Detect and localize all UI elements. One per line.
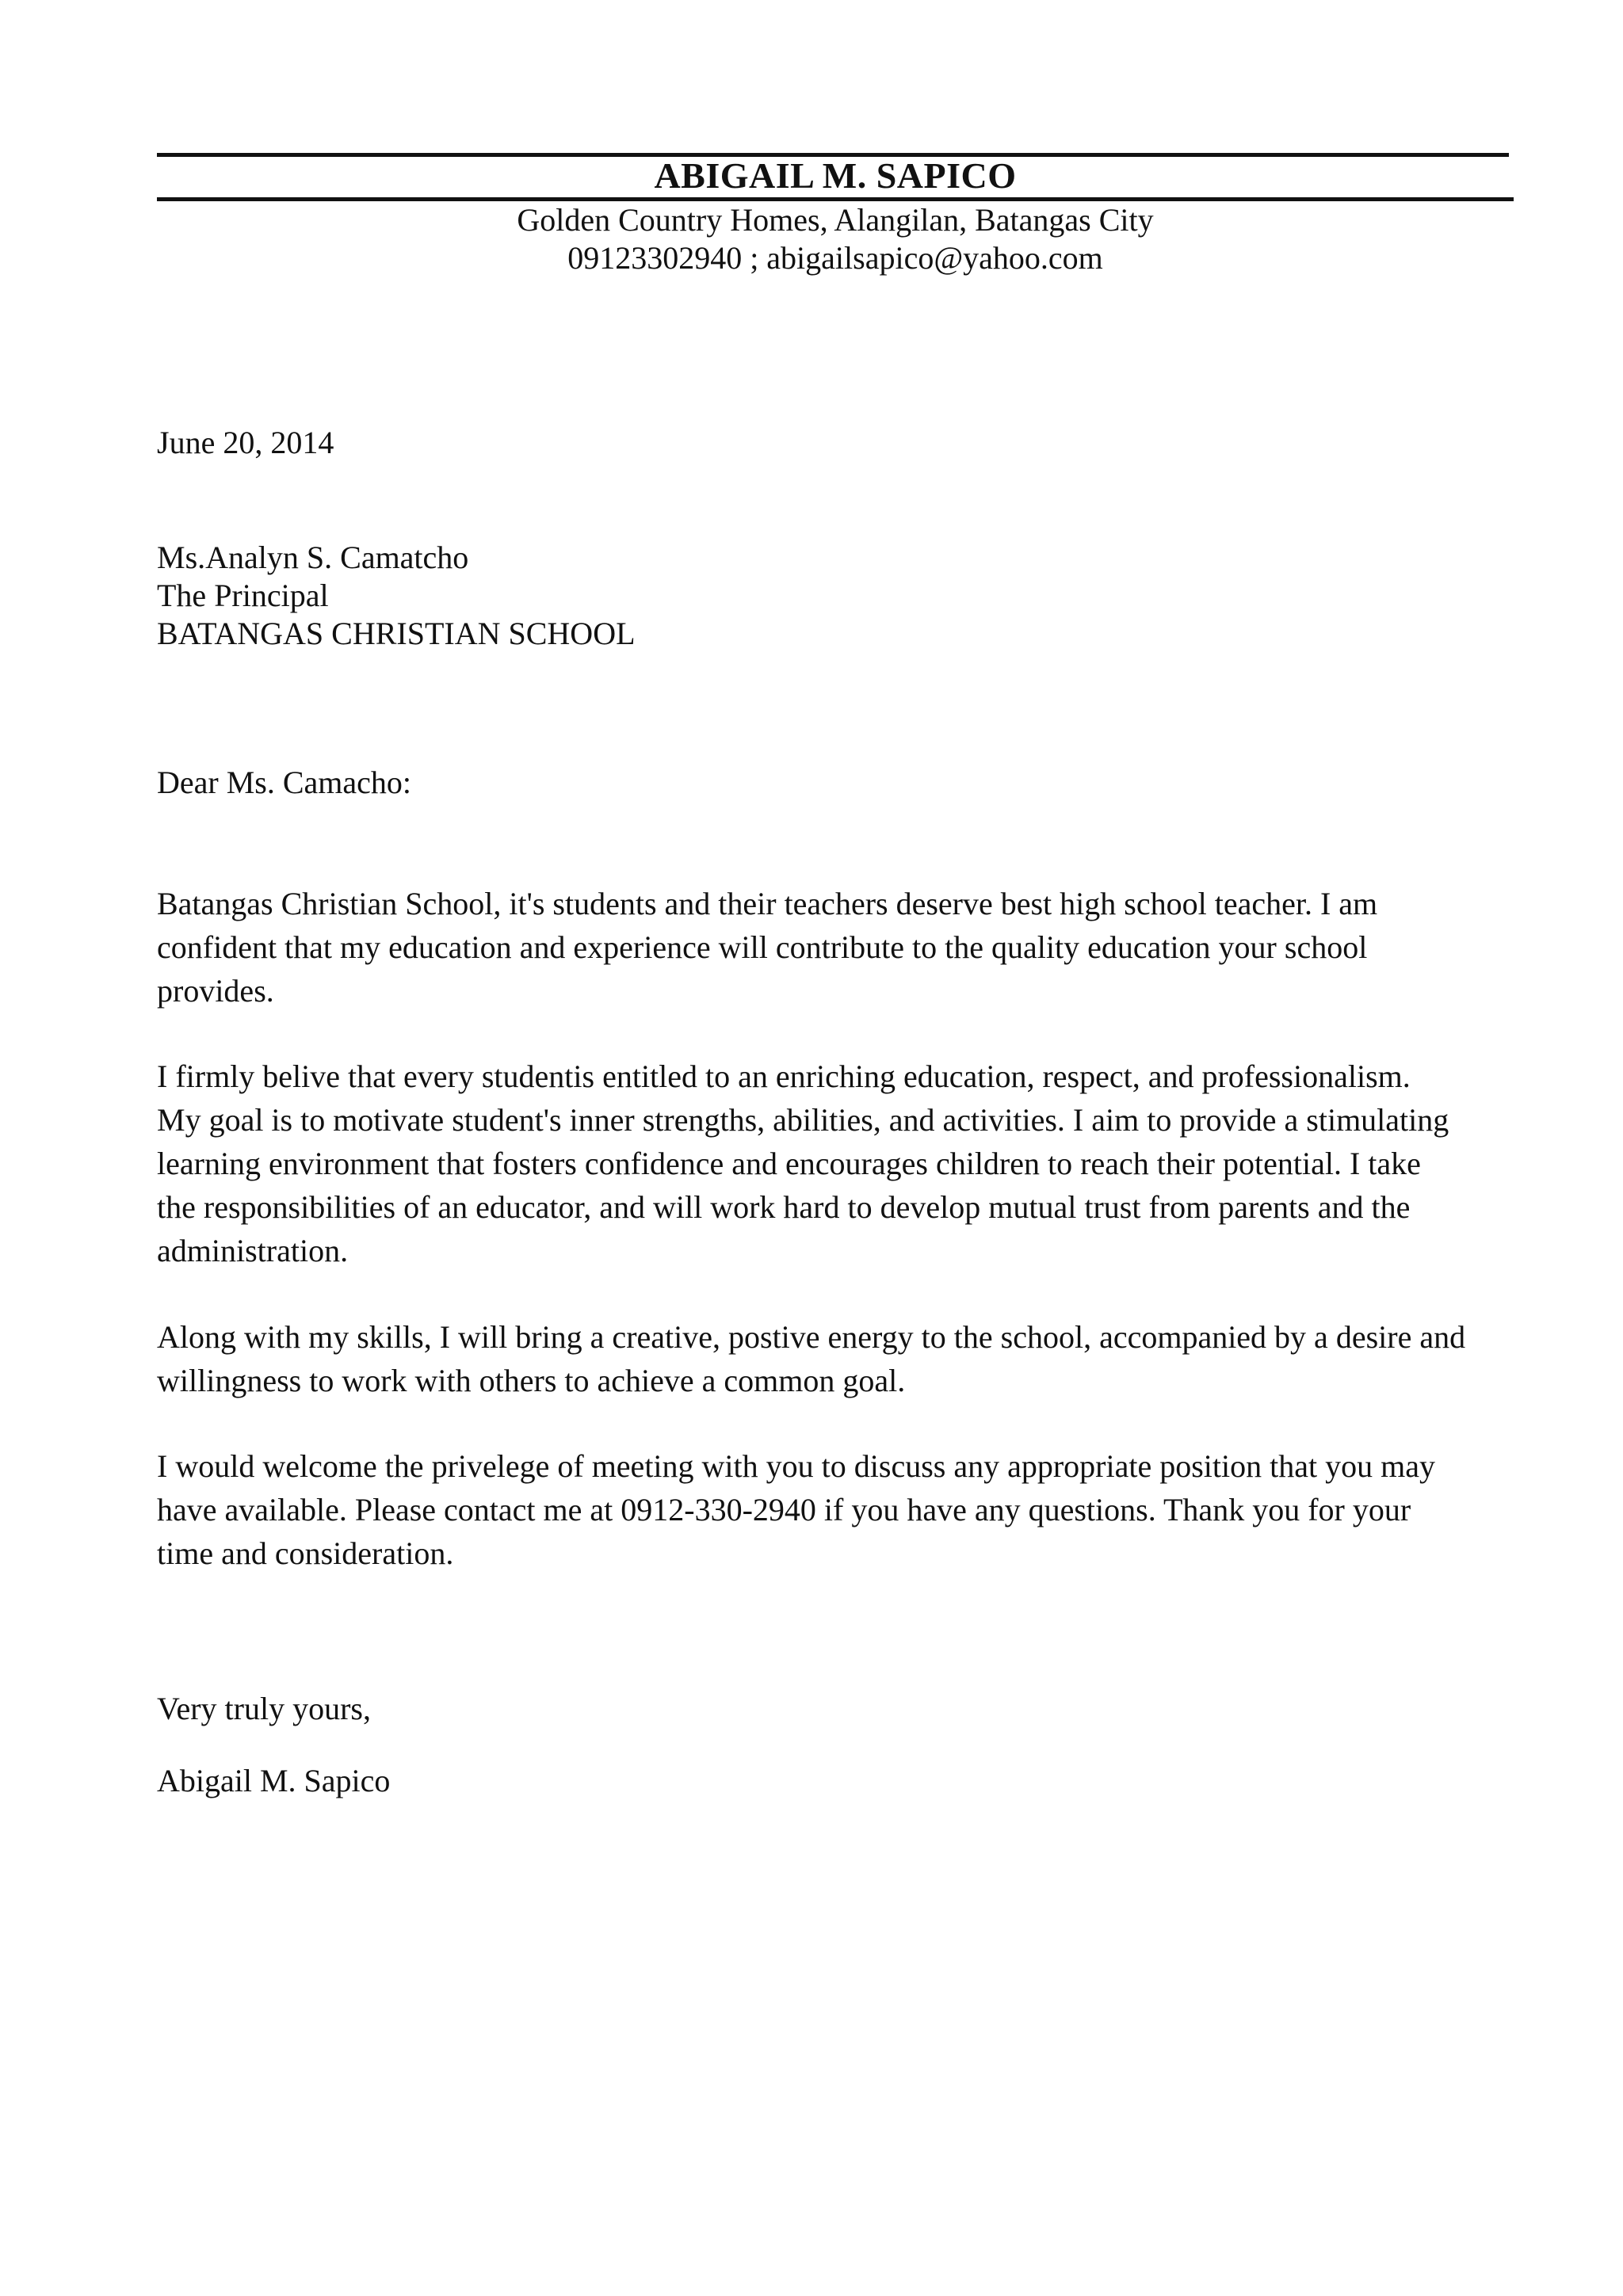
recipient-name: Ms.Analyn S. Camatcho: [157, 540, 469, 575]
letter-date: June 20, 2014: [157, 425, 334, 460]
sender-name: ABIGAIL M. SAPICO: [654, 155, 1017, 196]
closing: Very truly yours,: [157, 1691, 371, 1726]
recipient-school: BATANGAS CHRISTIAN SCHOOL: [157, 616, 636, 651]
paragraph-line: Batangas Christian School, it's students and their teachers deserve best high school teacher. I am: [157, 886, 1378, 921]
paragraph-line: confident that my education and experience will contribute to the quality education your school: [157, 929, 1368, 965]
recipient-title: The Principal: [157, 578, 329, 613]
body-paragraph-4: [157, 1444, 1435, 1575]
paragraph-line: learning environment that fosters confidence and encourages children to reach their potential. I take: [157, 1146, 1421, 1181]
paragraph-line: I would welcome the privelege of meeting with you to discuss any appropriate position that you may: [157, 1448, 1435, 1484]
paragraph-line: My goal is to motivate student's inner strengths, abilities, and activities. I aim to provide a stimulating: [157, 1102, 1449, 1138]
paragraph-line: have available. Please contact me at 0912-330-2940 if you have any questions. Thank you for your: [157, 1492, 1411, 1527]
paragraph-line: administration.: [157, 1233, 349, 1268]
paragraph-line: the responsibilities of an educator, and will work hard to develop mutual trust from parents and the: [157, 1189, 1411, 1225]
body-paragraph-2: [157, 1055, 1449, 1272]
signature-name: Abigail M. Sapico: [157, 1763, 391, 1798]
sender-address: Golden Country Homes, Alangilan, Batangas City: [517, 202, 1154, 238]
paragraph-line: Along with my skills, I will bring a creative, postive energy to the school, accompanied by a desire and: [157, 1319, 1466, 1355]
paragraph-line: willingness to work with others to achieve a common goal.: [157, 1363, 906, 1398]
paragraph-line: I firmly belive that every studentis entitled to an enriching education, respect, and professionalism.: [157, 1058, 1411, 1094]
paragraph-line: provides.: [157, 973, 274, 1009]
paragraph-line: time and consideration.: [157, 1535, 454, 1571]
body-paragraph-3: [157, 1315, 1465, 1402]
salutation: Dear Ms. Camacho:: [157, 765, 412, 800]
body-paragraph-1: [157, 882, 1377, 1013]
sender-contact: 09123302940 ; abigailsapico@yahoo.com: [567, 240, 1103, 276]
